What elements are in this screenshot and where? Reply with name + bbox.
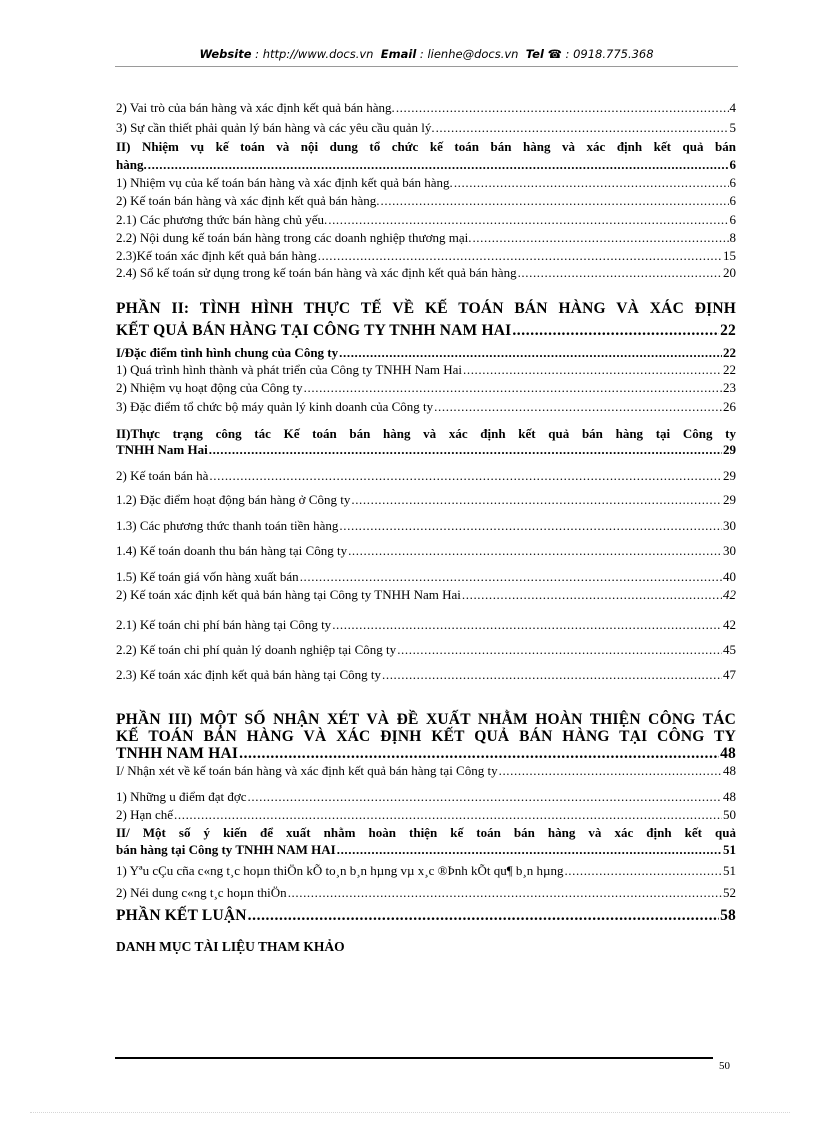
dot-leader [518, 265, 722, 280]
toc-page-number: 20 [723, 265, 736, 280]
dot-leader [332, 617, 722, 632]
toc-page-number: 48 [723, 789, 736, 804]
toc-entry[interactable] [116, 157, 736, 172]
toc-entry-title: 1.5) Kế toán giá vốn hàng xuất bán [116, 569, 299, 584]
toc-entry[interactable] [116, 908, 736, 923]
toc-entry-title: 1.3) Các phương thức thanh toán tiền hàng [116, 518, 339, 533]
toc-page-number: 6 [729, 212, 736, 227]
toc-part-heading[interactable]: KẾ TOÁN BÁN HÀNG VÀ XÁC ĐỊNH KẾT QUẢ BÁN HÀNG TẠI CÔNG TY [116, 728, 736, 745]
toc-entry[interactable] [116, 642, 736, 657]
dot-leader [209, 468, 722, 483]
toc-entry-title: PHẦN KẾT LUẬN [116, 907, 247, 924]
toc-section-heading[interactable]: II)Thực trạng công tác Kế toán bán hàng và xác định kết quả bán hàng tại Công ty [116, 426, 736, 441]
dot-leader [436, 120, 729, 135]
toc-entry-title: 1.2) Đặc điểm hoạt động bán hàng ở Công ty [116, 492, 351, 507]
toc-entry[interactable] [116, 807, 736, 822]
toc-entry-title: 1) Những u điểm đạt đợc [116, 789, 247, 804]
toc-entry-title: 2.1) Các phương thức bán hàng chủ yếu. [116, 212, 328, 227]
dot-leader [454, 175, 729, 190]
toc-entry-title: 1) Yªu cÇu cña c«ng t¸c hoµn thiÖn kÕ to¸n b¸n hµng vµ x¸c ®Þnh kÕt qu¶ b¸n hµng [116, 863, 564, 878]
toc-page-number: 26 [723, 399, 736, 414]
toc-entry[interactable] [116, 120, 736, 135]
tel-label: Tel [525, 47, 544, 61]
toc-entry[interactable] [116, 543, 736, 558]
toc-entry-title: 2.3)Kế toán xác định kết quả bán hàng [116, 248, 317, 263]
dot-leader [174, 807, 722, 822]
toc-entry[interactable] [116, 587, 736, 602]
dot-leader [381, 193, 729, 208]
toc-entry[interactable] [116, 248, 736, 263]
email-label: Email [380, 47, 417, 61]
toc-entry[interactable] [116, 763, 736, 778]
toc-entry[interactable] [116, 617, 736, 632]
dot-leader [300, 569, 722, 584]
dot-leader [248, 908, 719, 923]
dot-leader [397, 642, 722, 657]
toc-entry[interactable] [116, 885, 736, 900]
toc-entry[interactable] [116, 175, 736, 190]
toc-entry-title: 2.2) Kế toán chi phí quản lý doanh nghiệp tại Công ty [116, 642, 397, 657]
toc-entry[interactable] [116, 468, 736, 483]
toc-page-number: 58 [720, 907, 736, 924]
toc-entry-title: 2) Vai trò của bán hàng và xác định kết quả bán hàng. [116, 100, 395, 115]
dot-leader [209, 442, 722, 457]
toc-entry[interactable] [116, 265, 736, 280]
toc-page-number: 30 [723, 518, 736, 533]
toc-entry-title: 2) Néi dung c«ng t¸c hoµn thiÖn [116, 885, 287, 900]
toc-section-heading[interactable]: II) Nhiệm vụ kế toán và nội dung tổ chức kế toán bán hàng và xác định kết quả bán [116, 139, 736, 154]
toc-page-number: 48 [723, 763, 736, 778]
dot-leader [288, 885, 722, 900]
dot-leader [382, 667, 722, 682]
toc-entry-title: I/Đặc điểm tình hình chung của Công ty [116, 345, 339, 360]
toc-part-heading[interactable]: PHẦN II: TÌNH HÌNH THỰC TẾ VỀ KẾ TOÁN BÁN HÀNG VÀ XÁC ĐỊNH [116, 300, 736, 317]
toc-page-number: 48 [720, 745, 736, 762]
toc-entry-title: 1.4) Kế toán doanh thu bán hàng tại Công ty [116, 543, 348, 558]
toc-entry[interactable] [116, 100, 736, 115]
phone-icon: ☎ [547, 47, 562, 61]
toc-page-number: 22 [723, 345, 736, 360]
dot-leader [499, 763, 722, 778]
dot-leader [348, 543, 722, 558]
toc-entry[interactable] [116, 212, 736, 227]
toc-entry-title: 2) Kế toán xác định kết quả bán hàng tại Công ty TNHH Nam Hai [116, 587, 461, 602]
toc-page-number: 5 [729, 120, 736, 135]
toc-page-number: 47 [723, 667, 736, 682]
toc-page-number: 29 [723, 468, 736, 483]
toc-page-number: 51 [723, 863, 736, 878]
toc-page-number: 15 [723, 248, 736, 263]
toc-page-number: 6 [729, 175, 736, 190]
toc-entry[interactable] [116, 345, 736, 360]
website-label: Website [199, 47, 252, 61]
website-url[interactable]: : http://www.docs.vn [255, 47, 374, 61]
toc-entry-title: 2.4) Sổ kế toán sử dụng trong kế toán bán hàng và xác định kết quả bán hàng [116, 265, 517, 280]
page-boundary [30, 1112, 790, 1113]
toc-entry[interactable] [116, 667, 736, 682]
dot-leader [564, 863, 722, 878]
dot-leader [512, 323, 719, 338]
toc-entry[interactable] [116, 863, 736, 878]
dot-leader [239, 746, 719, 761]
dot-leader [434, 399, 722, 414]
toc-page-number: 30 [723, 543, 736, 558]
toc-page-number: 22 [720, 322, 736, 339]
toc-entry-title: 2.3) Kế toán xác định kết quả bán hàng tại Công ty [116, 667, 381, 682]
toc-page-number: 23 [723, 380, 736, 395]
toc-page-number: 29 [723, 442, 736, 457]
toc-page-number: 52 [723, 885, 736, 900]
toc-entry[interactable] [116, 789, 736, 804]
dot-leader [304, 380, 722, 395]
tel-value: : 0918.775.368 [565, 47, 654, 61]
toc-entry-title: TNHH NAM HAI [116, 745, 239, 762]
toc-entry-title: 1) Nhiệm vụ của kế toán bán hàng và xác định kết quả bán hàng. [116, 175, 453, 190]
toc-entry-title: 2) Nhiệm vụ hoạt động của Công ty [116, 380, 303, 395]
toc-page-number: 22 [723, 362, 736, 377]
dot-leader [396, 100, 729, 115]
toc-page-number: 8 [729, 230, 736, 245]
toc-page-number: 45 [723, 642, 736, 657]
toc-entry-title: 2) Kế toán bán hà [116, 468, 209, 483]
toc-entry-title: 1) Quá trình hình thành và phát triển của Công ty TNHH Nam Hai [116, 362, 462, 377]
toc-entry-title: I/ Nhận xét về kế toán bán hàng và xác định kết quả bán hàng tại Công ty [116, 763, 498, 778]
toc-page-number: 42 [723, 617, 736, 632]
dot-leader [248, 789, 722, 804]
toc-entry-title: 2) Kế toán bán hàng và xác định kết quả bán hàng. [116, 193, 380, 208]
toc-entry[interactable] [116, 518, 736, 533]
toc-entry-title: 2.1) Kế toán chi phí bán hàng tại Công ty [116, 617, 332, 632]
toc-entry[interactable] [116, 399, 736, 414]
toc-entry[interactable] [116, 230, 736, 245]
toc-entry-title: 3) Đặc điểm tổ chức bộ máy quản lý kinh doanh của Công ty [116, 399, 434, 414]
page-header [115, 47, 738, 61]
dot-leader [351, 492, 722, 507]
toc-entry-title: TNHH Nam Hai [116, 442, 208, 457]
toc-page-number: 6 [729, 157, 736, 172]
toc-page-number: 4 [729, 100, 736, 115]
toc-entry[interactable] [116, 193, 736, 208]
toc-page-number: 29 [723, 492, 736, 507]
toc-page-number: 51 [723, 842, 736, 857]
toc-part-heading[interactable]: PHẦN III) MỘT SỐ NHẬN XÉT VÀ ĐỀ XUẤT NHẰM HOÀN THIỆN CÔNG TÁC [116, 711, 736, 728]
toc-page-number: 6 [729, 193, 736, 208]
toc-entry-title: bán hàng tại Công ty TNHH NAM HAI [116, 842, 336, 857]
toc-entry-title: 2.2) Nội dung kế toán bán hàng trong các doanh nghiệp thương mại. [116, 230, 472, 245]
page-number: 50 [719, 1060, 730, 1072]
dot-leader [328, 212, 728, 227]
toc-entry[interactable] [116, 323, 736, 338]
dot-leader [463, 362, 722, 377]
toc-entry[interactable] [116, 746, 736, 761]
email-value[interactable]: : lienhe@docs.vn [419, 47, 519, 61]
toc-page-number: 40 [723, 569, 736, 584]
toc-entry-title: hàng. [116, 157, 147, 172]
dot-leader [318, 248, 722, 263]
toc-page-number: 42 [723, 587, 736, 602]
toc-entry[interactable] [116, 380, 736, 395]
toc-page-number: 50 [723, 807, 736, 822]
dot-leader [337, 842, 722, 857]
toc-entry[interactable] [116, 842, 736, 857]
toc-entry[interactable] [116, 442, 736, 457]
footer-divider [115, 1057, 713, 1059]
dot-leader [339, 345, 722, 360]
toc-entry[interactable] [116, 362, 736, 377]
dot-leader [148, 157, 729, 172]
dot-leader [472, 230, 728, 245]
toc-references-heading[interactable]: DANH MỤC TÀI LIỆU THAM KHẢO [116, 939, 345, 954]
toc-entry[interactable] [116, 569, 736, 584]
toc-entry-title: 2) Hạn chế [116, 807, 174, 822]
dot-leader [462, 587, 722, 602]
toc-section-heading[interactable]: II/ Một số ý kiến để xuất nhằm hoàn thiện kế toán bán hàng và xác định kết quả [116, 825, 736, 840]
header-divider [115, 66, 738, 67]
toc-entry-title: KẾT QUẢ BÁN HÀNG TẠI CÔNG TY TNHH NAM HAI [116, 322, 512, 339]
toc-entry-title: 3) Sự cần thiết phải quản lý bán hàng và các yêu cầu quản lý. [116, 120, 435, 135]
toc-entry[interactable] [116, 492, 736, 507]
dot-leader [339, 518, 722, 533]
